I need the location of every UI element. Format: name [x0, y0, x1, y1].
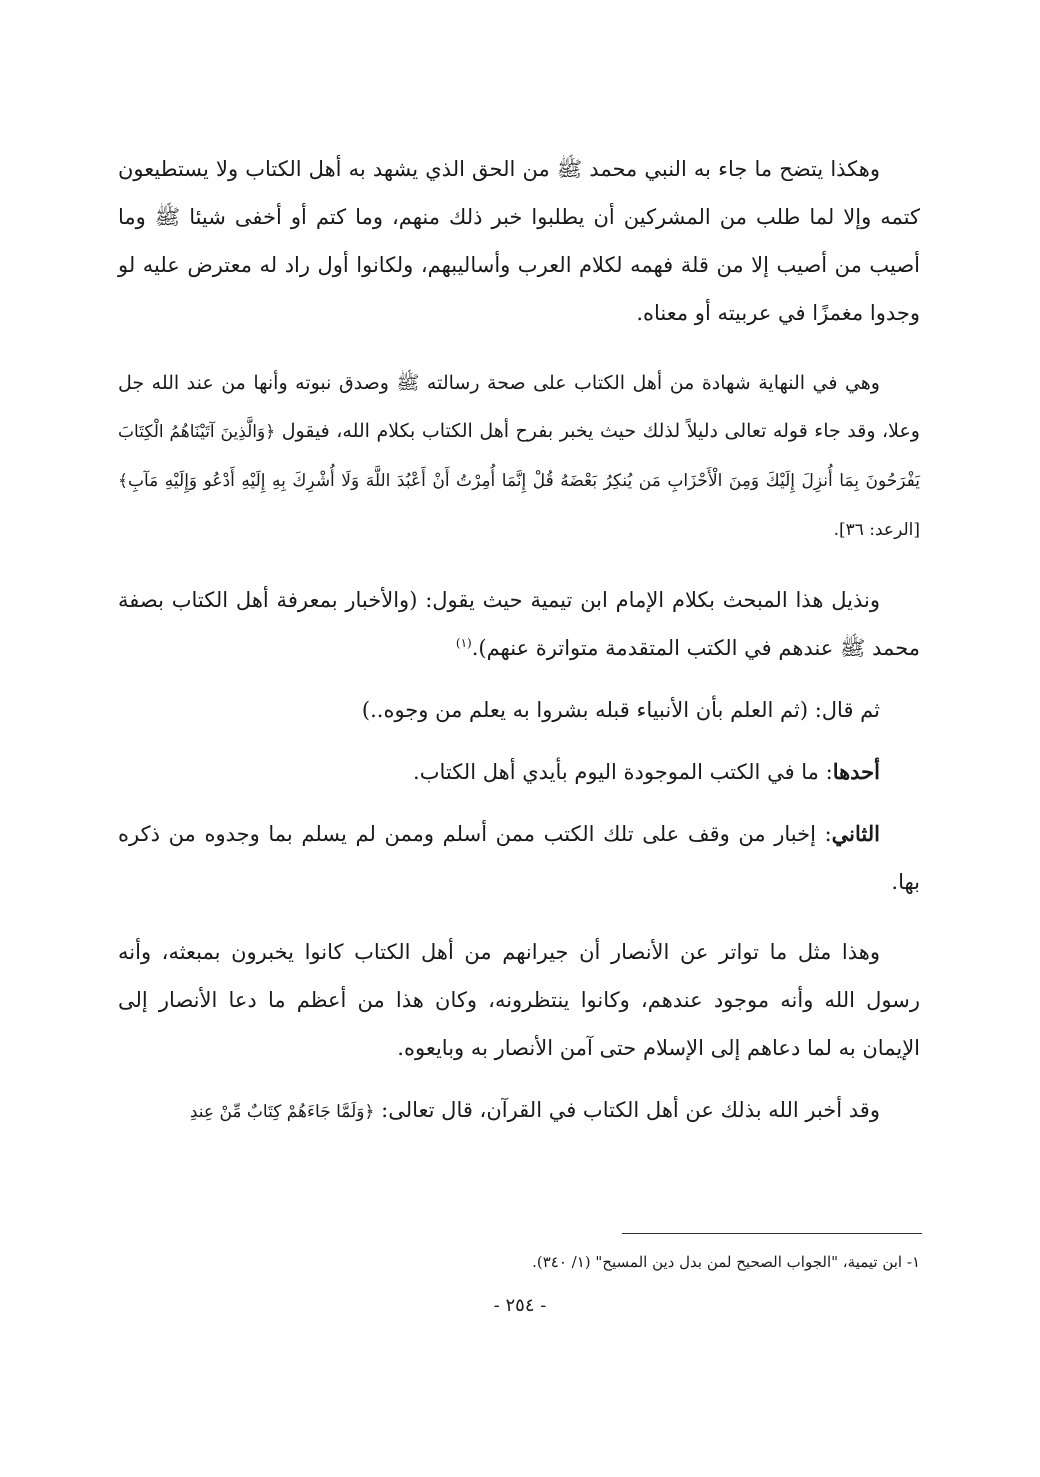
paragraph-8-text: وقد أخبر الله بذلك عن أهل الكتاب في القرآن، قال تعالى: — [381, 1098, 880, 1122]
paragraph-5-text: : ما في الكتب الموجودة اليوم بأيدي أهل الكتاب. — [413, 760, 833, 784]
term-first: أحدها — [832, 759, 880, 784]
paragraph-2 — [118, 359, 920, 554]
paragraph-3 — [118, 576, 920, 672]
footnote-divider — [622, 1233, 922, 1234]
paragraph-1: وهكذا يتضح ما جاء به النبي محمد ﷺ من الحق الذي يشهد به أهل الكتاب ولا يستطيعون كتمه وإلا لما طلب من المشركين أن يطلبوا خبر ذلك منهم، وما كتم أو أخفى شيئا ﷺ وما أصيب من أصيب إلا من قلة فهمه لكلام العرب وأساليبهم، ولكانوا أول راد له معترض عليه لو وجدوا مغمزًا في عربيته أو معناه. — [118, 157, 920, 325]
paragraph-2-text: وهي في النهاية شهادة من أهل الكتاب على صحة رسالته ﷺ وصدق نبوته وأنها من عند الله جل وعلا، وقد جاء قوله تعالى دليلاً لذلك حيث يخبر بفرح أهل الكتاب بكلام الله، فيقول — [118, 372, 920, 442]
quran-verse-baqarah: ﴿وَلَمَّا جَاءَهُمْ كِتَابٌ مِّنْ عِندِ — [189, 1102, 375, 1122]
paragraph-5 — [118, 748, 920, 796]
paragraph-4: ثم قال: (ثم العلم بأن الأنبياء قبله بشروا به يعلم من وجوه..) — [361, 698, 880, 722]
footnote-marker[interactable]: (١) — [455, 636, 472, 650]
footnote: ١- ابن تيمية، "الجواب الصحيح لمن بدل دين المسيح" (١/ ٣٤٠). — [532, 1253, 920, 1271]
paragraph-7: وهذا مثل ما تواتر عن الأنصار أن جيرانهم من أهل الكتاب كانوا يخبرون بمبعثه، وأنه رسول الله وأنه موجود عندهم، وكانوا ينتظرونه، وكان هذا من أعظم ما دعا الأنصار إلى الإيمان به لما دعاهم إلى الإسلام حتى آمن الأنصار به وبايعوه. — [118, 940, 920, 1060]
verse-reference: [الرعد: ٣٦]. — [833, 520, 920, 540]
term-second: الثاني — [831, 821, 880, 846]
paragraph-3-text: ونذيل هذا المبحث بكلام الإمام ابن تيمية حيث يقول: (والأخبار بمعرفة أهل الكتاب بصفة محمد ﷺ عندهم في الكتب المتقدمة متواترة عنهم). — [118, 588, 920, 660]
paragraph-8 — [118, 1086, 920, 1136]
page-body — [118, 145, 920, 1136]
page-number: - ٢٥٤ - — [493, 1295, 547, 1316]
quran-verse-raad: ﴿وَالَّذِينَ آتَيْنَاهُمُ الْكِتَابَ يَفْرَحُونَ بِمَا أُنزِلَ إِلَيْكَ وَمِنَ الْأَحْزَابِ مَن يُنكِرُ بَعْضَهُ قُلْ إِنَّمَا أُمِرْتُ أَنْ أَعْبُدَ اللَّهَ وَلَا أُشْرِكَ بِهِ إِلَيْهِ أَدْعُو وَإِلَيْهِ مَآبِ﴾ — [118, 422, 920, 491]
paragraph-6 — [118, 810, 920, 906]
paragraph-6-text: : إخبار من وقف على تلك الكتب ممن أسلم وممن لم يسلم بما وجدوه من ذكره بها. — [118, 822, 920, 894]
